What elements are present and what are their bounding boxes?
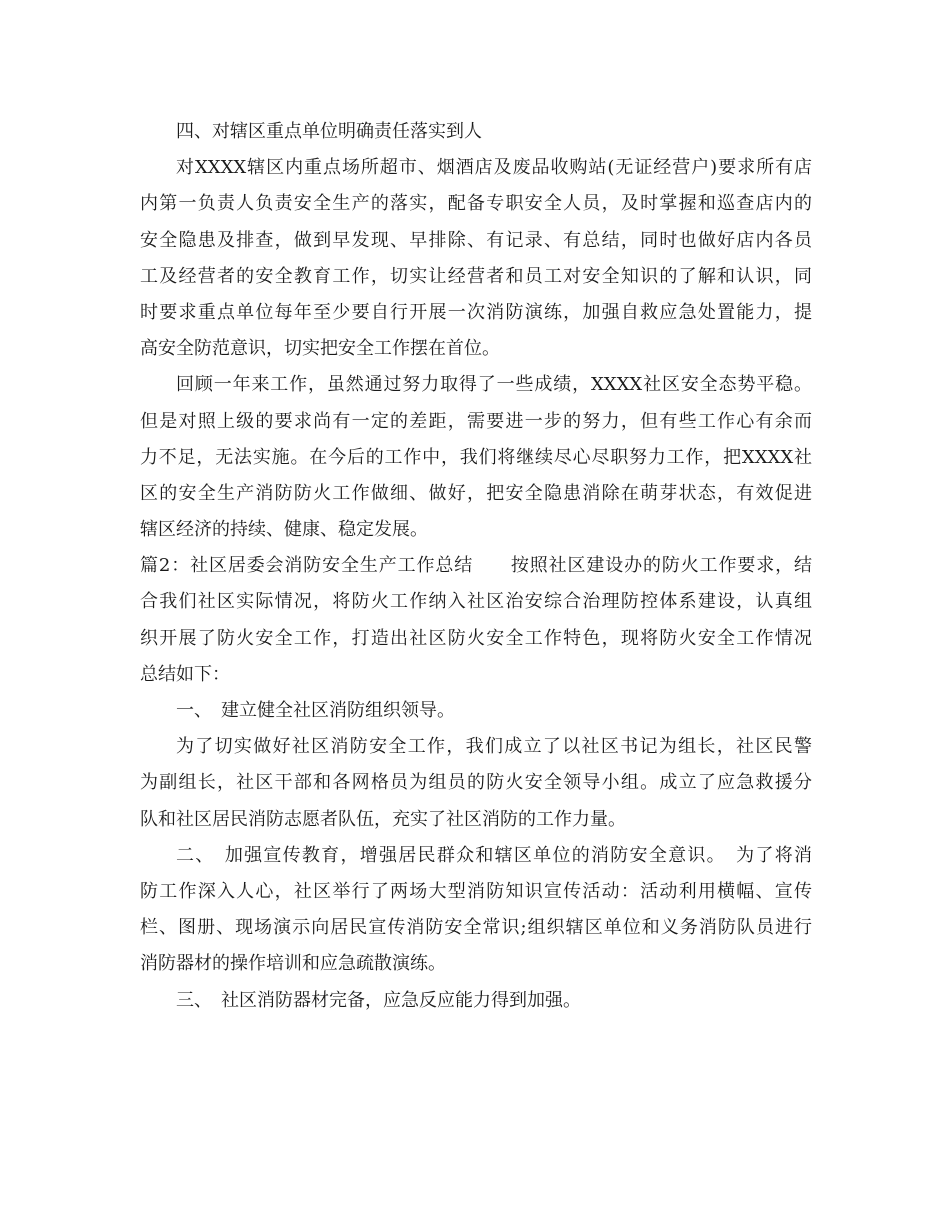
document-body bbox=[140, 114, 812, 1019]
paragraph-line: 队和社区居民消防志愿者队伍，充实了社区消防的工作力量。 bbox=[140, 808, 626, 830]
paragraph-line: 防工作深入人心，社区举行了两场大型消防知识宣传活动：活动利用横幅、宣传 bbox=[140, 880, 812, 902]
paragraph-line: 合我们社区实际情况，将防火工作纳入社区治安综合治理防控体系建设，认真组 bbox=[140, 591, 812, 613]
paragraph-line: 力不足，无法实施。在今后的工作中，我们将继续尽心尽职努力工作，把XXXX社 bbox=[140, 446, 812, 468]
paragraph-line: 安全隐患及排查，做到早发现、早排除、有记录、有总结，同时也做好店内各员 bbox=[140, 229, 812, 251]
paragraph-line: 时要求重点单位每年至少要自行开展一次消防演练，加强自救应急处置能力，提 bbox=[140, 301, 812, 323]
section-heading: 四、对辖区重点单位明确责任落实到人 bbox=[176, 121, 482, 142]
paragraph-line: 辖区经济的持续、健康、稳定发展。 bbox=[140, 519, 428, 541]
paragraph-line: 栏、图册、现场演示向居民宣传消防安全常识;组织辖区单位和义务消防队员进行 bbox=[140, 917, 812, 939]
paragraph-line: 为了切实做好社区消防安全工作，我们成立了以社区书记为组长，社区民警 bbox=[176, 736, 812, 758]
paragraph-line: 消防器材的操作培训和应急疏散演练。 bbox=[140, 953, 446, 975]
section-heading: 三、 社区消防器材完备，应急反应能力得到加强。 bbox=[176, 989, 581, 1011]
paragraph-line: 但是对照上级的要求尚有一定的差距，需要进一步的努力，但有些工作心有余而 bbox=[140, 410, 812, 432]
paragraph-line: 回顾一年来工作，虽然通过努力取得了一些成绩，XXXX社区安全态势平稳。 bbox=[176, 374, 812, 396]
section-heading: 一、 建立健全社区消防组织领导。 bbox=[176, 700, 455, 721]
paragraph-line: 织开展了防火安全工作，打造出社区防火安全工作特色，现将防火安全工作情况 bbox=[140, 627, 812, 649]
paragraph-line: 内第一负责人负责安全生产的落实，配备专职安全人员，及时掌握和巡查店内的 bbox=[140, 193, 812, 215]
article-title-line: 篇2：社区居委会消防安全生产工作总结 按照社区建设办的防火工作要求，结 bbox=[140, 555, 812, 577]
paragraph-line: 为副组长，社区干部和各网格员为组员的防火安全领导小组。成立了应急救援分 bbox=[140, 772, 812, 794]
paragraph-line: 对XXXX辖区内重点场所超市、烟酒店及废品收购站(无证经营户)要求所有店 bbox=[176, 157, 812, 179]
paragraph-line: 工及经营者的安全教育工作，切实让经营者和员工对安全知识的了解和认识，同 bbox=[140, 265, 812, 287]
paragraph-line: 高安全防范意识，切实把安全工作摆在首位。 bbox=[140, 338, 500, 360]
paragraph-line: 总结如下： bbox=[140, 663, 230, 685]
paragraph-line: 区的安全生产消防防火工作做细、做好，把安全隐患消除在萌芽状态，有效促进 bbox=[140, 482, 812, 504]
section-heading: 二、 加强宣传教育，增强居民群众和辖区单位的消防安全意识。 为了将消 bbox=[176, 844, 812, 866]
